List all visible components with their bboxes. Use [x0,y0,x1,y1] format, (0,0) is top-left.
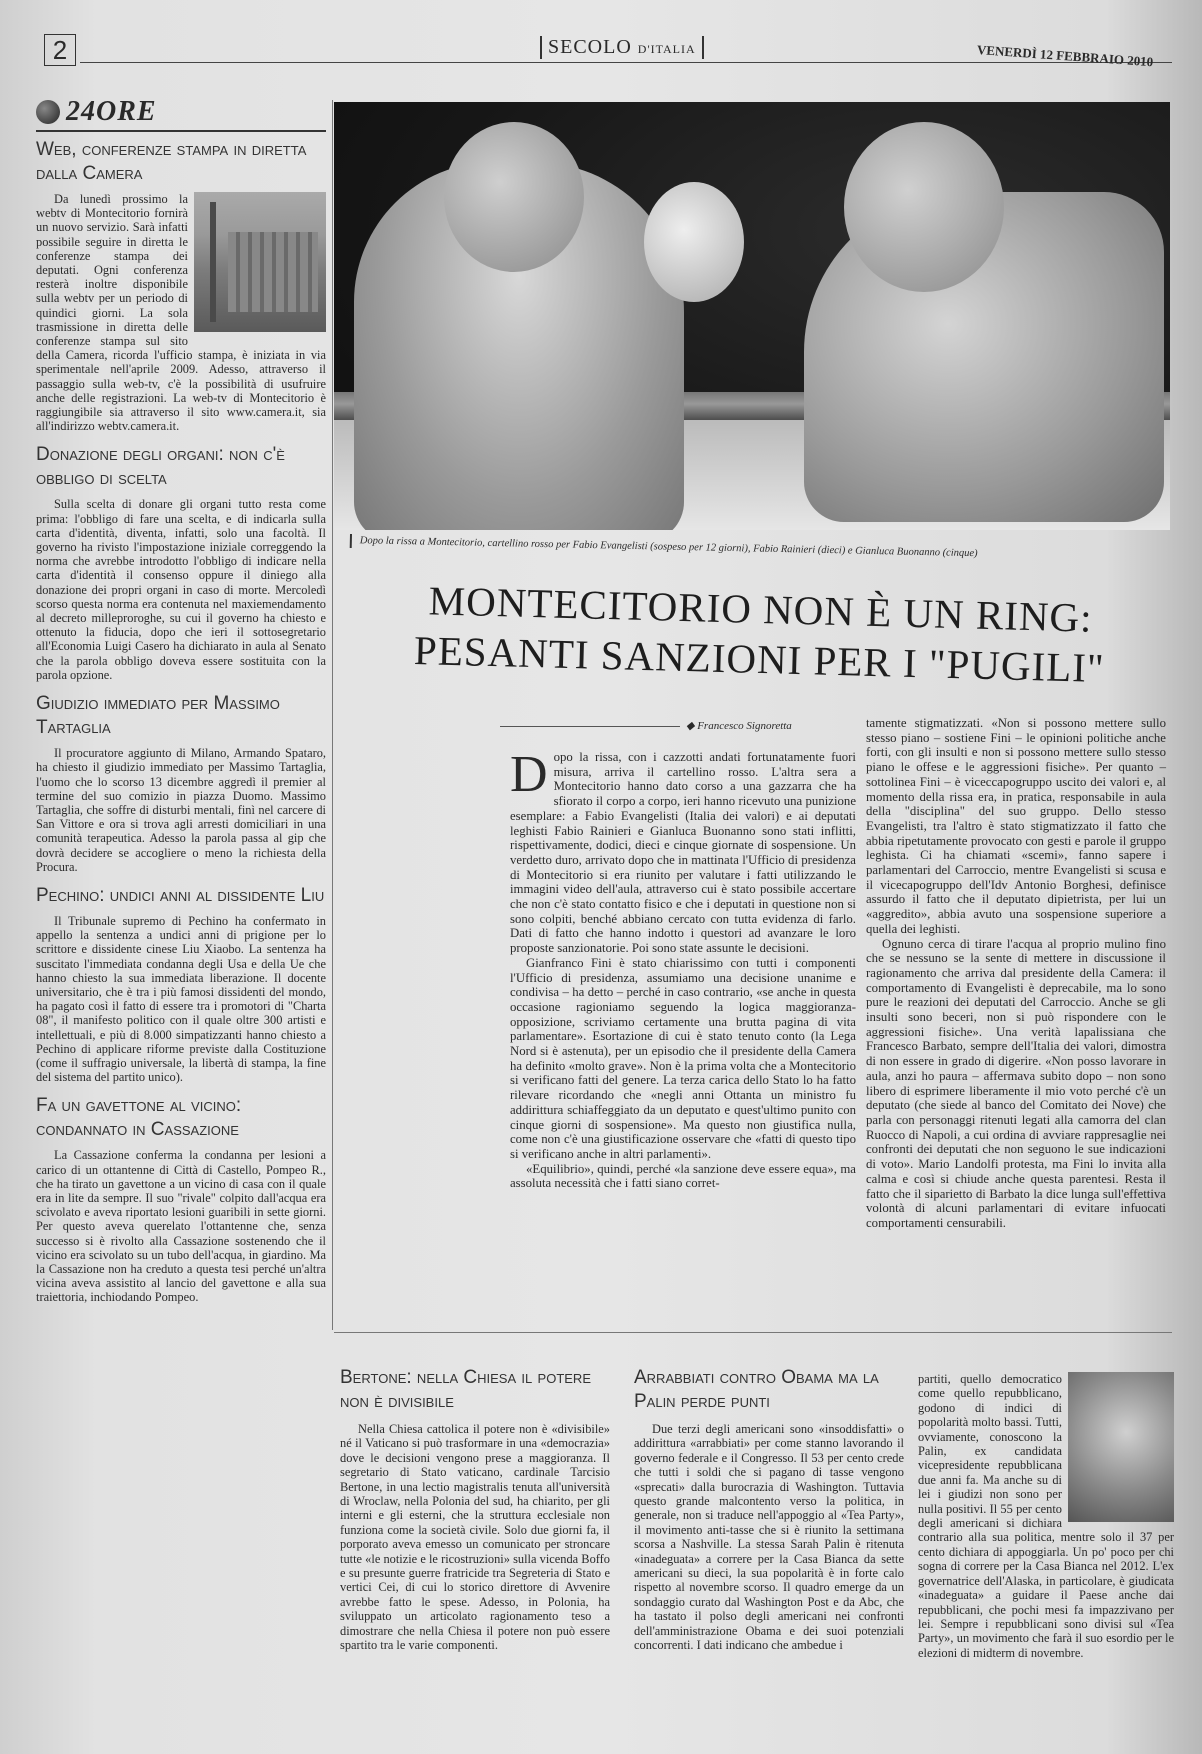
boxer-right [804,192,1164,522]
masthead-rule [80,62,1172,63]
obama-article-continued [918,1372,1174,1660]
brief-tartaglia [36,692,326,874]
brief-text: Il procuratore aggiunto di Milano, Armando Spataro, ha chiesto il giudizio immediato per Massimo Tartaglia, l'uomo che lo scorso 13 dicembre aggredì il premier al termine del suo comizio in piazza Duomo. Massimo Tartaglia, che soffre di disturbi mentali, finì nel carcere di San Vittore e ora si trova agli arresti domiciliari in una comunità terapeutica. Adesso la parola passa al gip che dovrà decidere se accogliere o meno la richiesta della Procura. [36,746,326,874]
boxer-head [844,122,1004,292]
section-divider [334,1332,1172,1333]
globe-icon [36,100,60,124]
paper-name [540,36,704,59]
boxer-left [354,162,684,530]
obama-headline: Arrabbiati contro Obama ma la Palin perde punti [634,1367,879,1412]
article-paragraph: opo la rissa, con i cazzotti andati fortunatamente fuori misura, arriva il cartellino rosso. L'altra sera a Montecitorio hanno dato corso a una gazzarra che ha sfiorato il corpo a corpo, ieri hanno ricevuto una punizione esemplare: a Fabio Evangelisti (Italia dei valori) e ai deputati leghisti Fabio Rainieri e Gianluca Buonanno sono stati inflitti, rispettivamente, dodici, dieci e cinque giornate di sospensione. Un verdetto duro, arrivato dopo che in mattinata l'Ufficio di presidenza di Montecitorio si era riunito per valutare i fatti utilizzando le immagini video dell'aula, attraverso cui è stato possibile accertare che non c'è stato contatto fisico e che i deputati in questione non si sono colpiti, benché abbiano cercato con tutta evidenza di farlo. Dati di fatto che hanno indotto i questori ad avanzare le loro proposte sanzionatorie. Poi sono state assunte le decisioni. [510,750,856,956]
issue-date: VENERDÌ 12 FEBBRAIO 2010 [976,42,1155,70]
bertone-article [340,1366,610,1653]
bertone-headline: Bertone: nella Chiesa il potere non è divisibile [340,1367,591,1412]
paper-name-suffix: D'ITALIA [637,42,696,56]
boxing-glove [644,182,744,302]
brief-headline: Web, conferenze stampa in diretta dalla Camera [36,139,307,184]
montecitorio-photo [194,192,326,332]
brief-liu [36,884,326,1084]
brief-text: La Cassazione conferma la condanna per lesioni a carico di un ottantenne di Città di Castello, Pompeo R., che ha tirato un gavettone a un vicino di casa con il quale era in lite da sempre. Il suo "rivale" colpito dall'acqua era scivolato e aveva riportato lesioni guaribili in sette giorni. Per questo aveva querelato l'ottantenne che, senza successo si è rivolto alla Cassazione sostenendo che il vicino era scivolato su un tubo dell'acqua, in giardino. Ma la Cassazione non ha creduto a questa tesi perché un'altra vicina aveva assistito al lancio del gavettone e alla sua traiettoria, inchiodando Pompeo. [36,1148,326,1305]
headline-line-2: PESANTI SANZIONI PER I "PUGILI" [413,626,1106,692]
article-paragraph: «Equilibrio», quindi, perché «la sanzione deve essere equa», ma assoluta necessità che i fatti siano corret- [510,1161,856,1191]
palace-shape [228,232,318,312]
news-sidebar [36,96,326,1315]
dropcap: D [510,746,548,803]
boxing-photo [334,102,1170,530]
brief-organ-donation [36,443,326,682]
page-number: 2 [44,34,76,66]
sidebar-brand [36,96,326,132]
main-headline [349,573,1171,694]
article-column-1 [510,746,856,1191]
brief-headline: Giudizio immediato per Massimo Tartaglia [36,693,280,739]
obama-article [634,1366,904,1653]
byline: ◆ Francesco Signoretta [686,720,792,732]
brand-label: 24ORE [66,96,157,127]
brief-headline: Donazione degli organi: non c'è obbligo di scelta [36,444,285,490]
boxer-head [444,122,584,272]
brief-headline: Pechino: undici anni al dissidente Liu [36,884,325,906]
obama-text: Due terzi degli americani sono «insoddisfatti» o addirittura «arrabbiati» per come stanno lavorando il governo federale e il Congresso. Il 53 per cento crede che tutti i soldi che si pagano di tasse vengono «sprecati» dalla burocrazia di Washington. Tuttavia questo grande malcontento verso la politica, in generale, non si traduce nell'appoggio al «Tea Party», il movimento anti-tasse che si è riunito la settimana scorsa a Nashville. La stessa Sarah Palin è ritenuta «inadeguata» a correre per la Casa Bianca da sette americani su dieci, la sua popolarità è in forte calo rispetto al novembre scorso. Il quadro emerge da un sondaggio curato dal Washington Post e da Abc, che ha tastato il polso degli americani nei confronti dell'amministrazione Obama e dei suoi potenziali concorrenti. I dati indicano che ambedue i [634,1422,904,1653]
photo-caption: Dopo la rissa a Montecitorio, cartellino rosso per Fabio Evangelisti (sospeso per 12 giorni), Fabio Rainieri (dieci) e Gianluca Buonanno (cinque) [350,534,1180,565]
brief-webtv [36,138,326,433]
column-divider [332,100,333,1330]
obelisk-shape [210,202,216,322]
brief-text: Il Tribunale supremo di Pechino ha confermato in appello la sentenza a undici anni di prigione per lo scrittore e dissidente cinese Liu Xiaobo. La sentenza ha suscitato l'immediata condanna degli Usa e della Ue che hanno chiesto la sua immediata liberazione. Il docente universitario, che è tra i più famosi dissidenti del mondo, ha pagato così il fatto di essere tra i promotori di "Charta 08", il manifesto politico con il quale oltre 300 artisti e intellettuali, e più di 8.000 simpatizzanti hanno chiesto a Pechino di applicare riforme previste dalla Costituzione (come il suffragio universale, la libertà di stampa, la fine del sistema del partito unico). [36,913,326,1085]
bertone-text: Nella Chiesa cattolica il potere non è «divisibile» né il Vaticano si può trasformare in una «democrazia» dove le decisioni vengono prese a maggioranza. Il segretario di Stato vaticano, cardinale Tarcisio Bertone, in una lectio magistralis tenuta all'università di Wroclaw, nella Polonia del sud, ha chiarito, per gli interni e gli esterni, che la struttura ecclesiale non funziona come la società civile. Solo due giorni fa, il porporato aveva emesso un comunicato per stroncare tutte «le notizie e le ricostruzioni» sulla vicenda Boffo e su presunte guerre fratricide tra Segreteria di Stato e vertici Cei, di cui lo storico direttore di Avvenire avrebbe fatto le spese. Adesso, in Polonia, ha sviluppato un articolato ragionamento teso a dimostrare che nella Chiesa il potere non può essere spartito tra le varie componenti. [340,1422,610,1653]
paper-name-main: SECOLO [548,36,632,58]
brief-headline: Fa un gavettone al vicino: condannato in Cassazione [36,1095,242,1141]
brief-text: Sulla scelta di donare gli organi tutto resta come prima: l'obbligo di fare una scelta, e di indicarla sulla carta d'identità, diventa, infatti, solo una facoltà. Il governo ha rivisto l'impostazione iniziale correggendo la norma che avrebbe introdotto l'obbligo di indicare nella carta d'identità il consenso oppure il diniego alla donazione dei propri organi in caso di morte. Mercoledì scorso questa norma era contenuta nel maxiemendamento al decreto milleproroghe, su cui il governo ha chiesto e ottenuto la fiducia, dopo che ieri il sottosegretario all'Economia Luigi Casero ha dichiarato in aula al Senato che la parola obbligo doveva essere sostituita con la parola opzione. [36,497,326,682]
article-paragraph: Ognuno cerca di tirare l'acqua al proprio mulino fino che se nessuno se la sente di mettere in discussione il ragionamento che arriva dal presidente della Camera: il comportamento di Evangelisti è deprecabile, ma lo sono pure le reazioni dei deputati del Carroccio. Anche se gli insulti sono beceri, non si può rispondere con le aggressioni fisiche». Una verità lapalissiana che Francesco Barbato, sempre dell'Italia dei valori, dimostra di non essere in grado di digerire. «Non posso lavorare in aula, anzi ho paura – affermava subito dopo – non sono libero di esprimere liberamente il mio voto perché c'è un deputato (che siede al banco del Comitato dei Nove) che parla con personaggi ritenuti legati alla camorra del clan Ruocco di Napoli, a cui ordina di avviare rappresaglie nei confronti dei deputati che non seguono le sue indicazioni di voto». Mario Landolfi protesta, ma Fini lo invita alla calma e così si chiude anche questa parentesi. Resta il fatto che il siparietto di Barbato la dice lunga sull'effettiva volontà di alcuni parlamentari di evitare infuocati comportamenti censurabili. [866,936,1166,1230]
article-paragraph: Gianfranco Fini è stato chiarissimo con tutti i componenti l'Ufficio di presidenza, assumiamo una decisione unanime e condivisa – ha detto – perché in caso contrario, «se anche in questa occasione ragioniamo seguendo la logica maggioranza-opposizione, scriviamo certamente una brutta pagina di vita parlamentare». Esortazione di cui è stato tenuto conto (la Lega Nord si è astenuta), per un episodio che il presidente della Camera ha definito «molto grave». Non è la prima volta che a Montecitorio si verificano fatti del genere. La terza carica dello Stato lo ha fatto rilevare ricordando che «negli anni Ottanta un ministro fu addirittura schiaffeggiato da un deputato e quest'ultimo punito con cinque giorni di sospensione». Ma questo non giustifica nulla, come non c'è una giustificazione osservare che «fatti di questo tipo si verificano anche in altri parlamenti». [510,955,856,1161]
headline-line-1: MONTECITORIO NON È UN RING: [428,577,1094,641]
palin-photo [1068,1372,1174,1522]
masthead [40,34,1172,70]
brief-text: Da lunedì prossimo la webtv di Montecitorio fornirà un nuovo servizio. Sarà infatti possibile seguire in diretta le conferenze stampa dei deputati. Ogni conferenza resterà inoltre disponibile sulla webtv per un periodo di quindici giorni. La sola trasmissione in diretta delle conferenze stampa sul sito della Camera, ricorda l'ufficio stampa, è iniziata in via sperimentale nell'aprile 2009. Adesso, attraverso il passaggio sulla web-tv, c'è la possibilità di usufruire anche delle registrazioni. La web-tv di Montecitorio è raggiungibile sia attraverso il sito www.camera.it, sia all'indirizzo webtv.camera.it. [36,192,326,434]
article-paragraph: tamente stigmatizzati. «Non si possono mettere sullo stesso piano – sostiene Fini – le opinioni politiche anche forti, con gli insulti e non si possono mettere sullo stesso piano le offese e le aggressioni fisiche». Per quanto – sottolinea Fini – è viceccapogruppo uscito dei valori e, al momento della rissa era, in pratica, responsabile in aula della "disciplina" del suo gruppo. Dello stesso Evangelisti, tra l'altro è stato stigmatizzato il fatto che abbia ripetutamente provocato con gesti e parole il gruppo leghista. Ci ha chiamati «scemi», fanno sapere i parlamentari del Carroccio, mentre Evangelisti si scusa e il vicecapogruppo dell'Idv Antonio Borghesi, definisce assurdo il fatto che il deputato dipietrista, per lui un «aggredito», abbia avuto una sospensione superiore a quella dei leghisti. [866,716,1166,936]
obama-continuation: partiti, quello democratico come quello repubblicano, godono di indici di popolarità molto bassi. Tutti, ovviamente, conoscono la Palin, ex candidata vicepresidente repubblicana due anni fa. Ma anche su di lei i giudizi non sono per nulla positivi. Il 55 per cento degli americani si dichiara contrario alla sua politica, mentre solo il 37 per cento dichiara di appoggiarla. Un po' poco per chi sogna di correre per la Casa Bianca nel 2012. L'ex governatrice dell'Alaska, in particolare, è giudicata «inadeguata» a guidare il Paese anche dai repubblicani, che pochi mesi fa impazzivano per lei. Sempre i repubblicani sono divisi sul «Tea Party», un movimento che farà il suo esordio per le elezioni di midterm di novembre. [918,1372,1174,1660]
brief-gavettone [36,1094,326,1304]
article-column-2 [866,716,1166,1231]
